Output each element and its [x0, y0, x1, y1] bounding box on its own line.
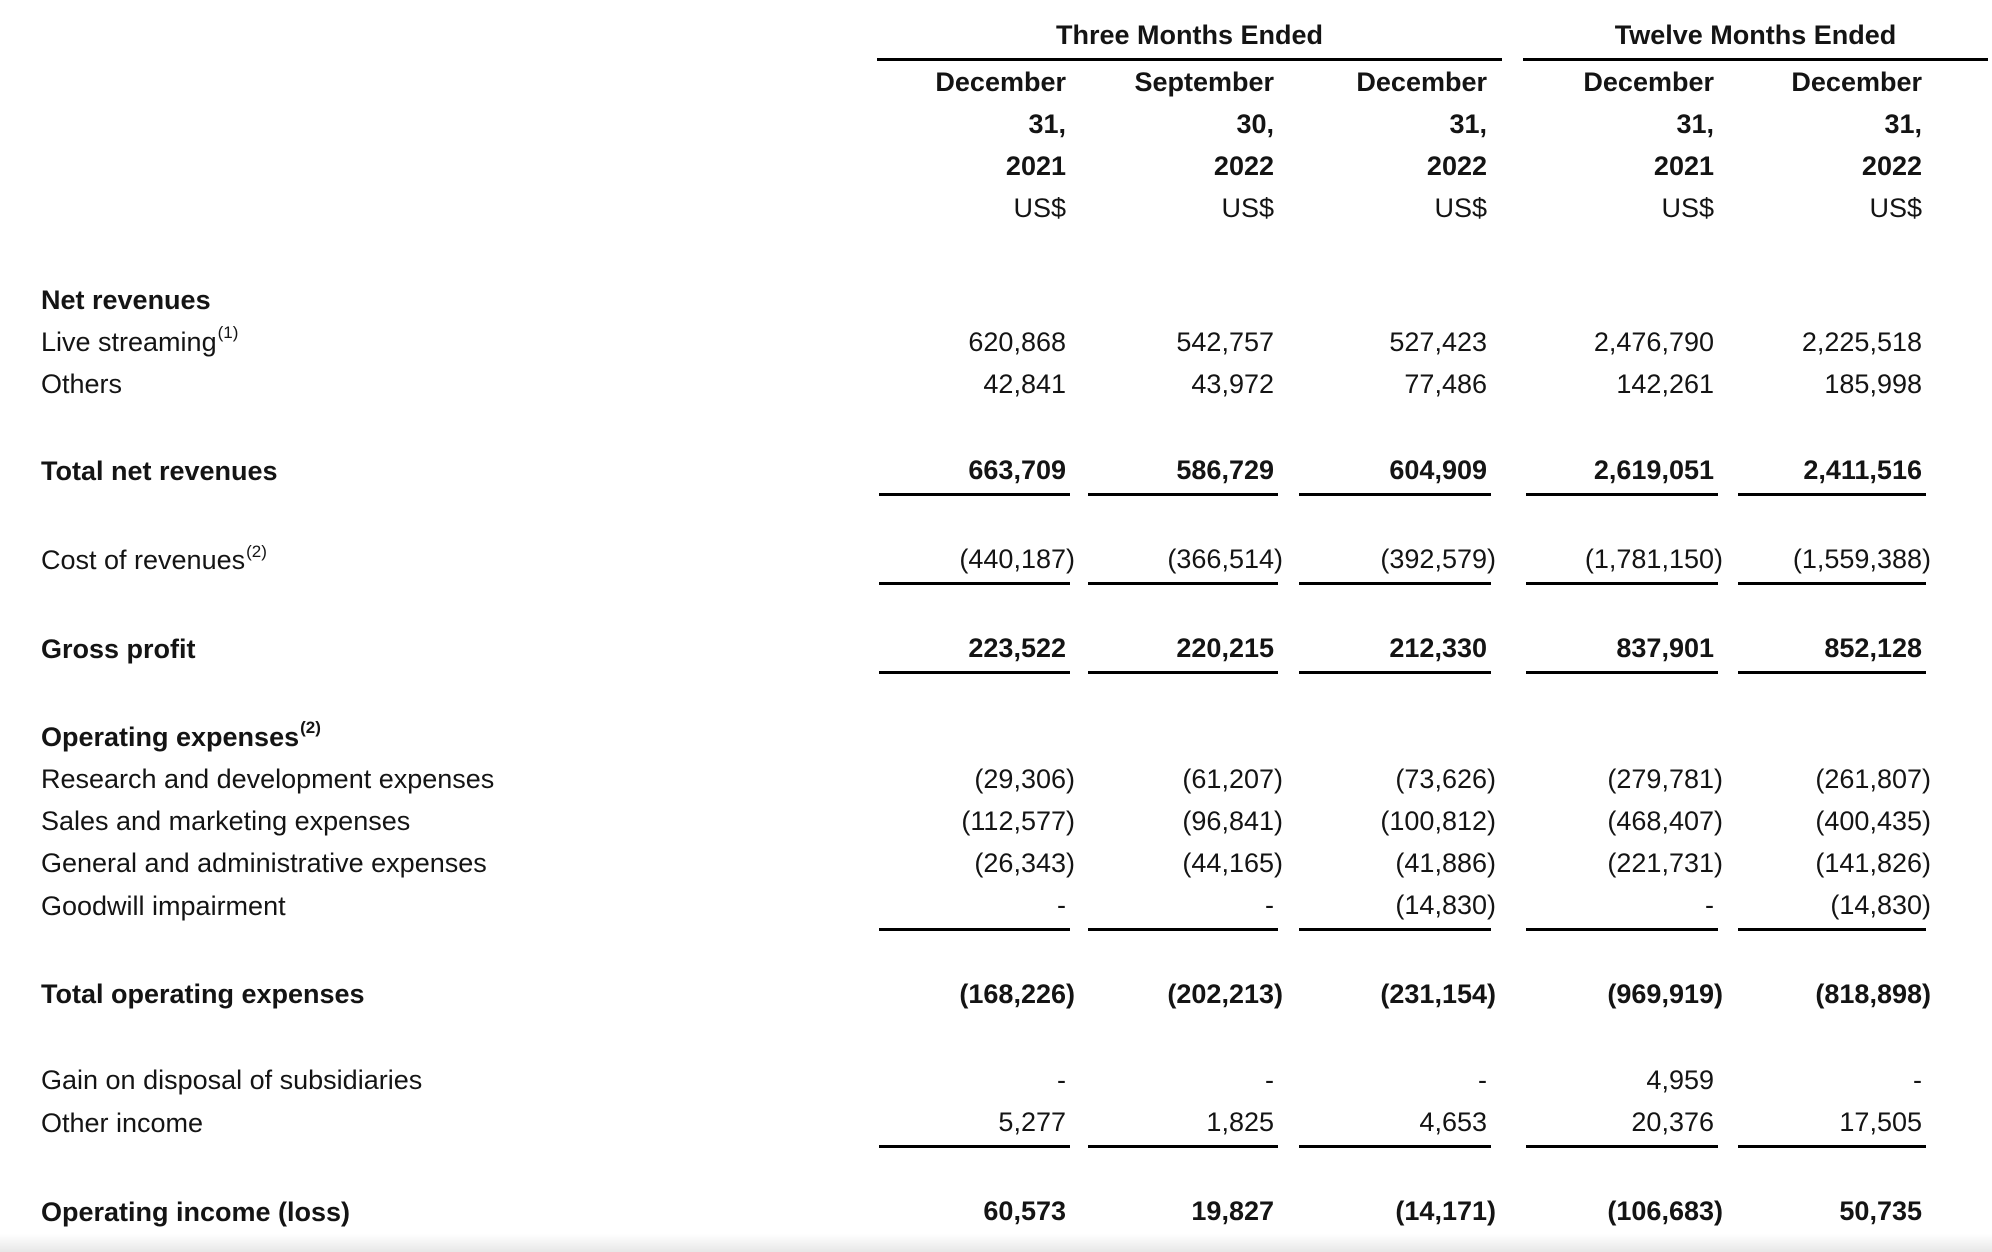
cell-value	[1526, 363, 1718, 405]
cell-value	[879, 537, 1075, 585]
cell-value-text: 5,277	[998, 1106, 1066, 1137]
row-label: Cost of revenues $^{(2)}$	[41, 541, 267, 575]
cell-value-text: 2,411,516	[1803, 454, 1922, 485]
cell-value-text: 4,959	[1646, 1064, 1714, 1095]
cell-value	[1738, 448, 1926, 496]
table-row	[0, 1101, 1992, 1146]
cell-value-text: 586,729	[1176, 454, 1274, 485]
row-label	[0, 979, 879, 1010]
column-header-text: US$	[1221, 192, 1274, 223]
cell-value-text: 604,909	[1389, 454, 1487, 485]
column-header-day	[1526, 103, 1718, 145]
column-header-year	[879, 145, 1070, 187]
cell-value-text: (44,165)	[1182, 847, 1283, 878]
table-row	[0, 279, 1992, 321]
cell-value-text: -	[1705, 889, 1714, 920]
column-header-month	[879, 61, 1070, 103]
column-group-label: Three Months Ended	[1055, 19, 1323, 50]
column-header-month	[1526, 61, 1718, 103]
cell-value-text: (112,577)	[961, 805, 1075, 836]
cell-value-text: (168,226)	[959, 978, 1075, 1009]
cell-value	[879, 1100, 1070, 1148]
cell-value	[1088, 321, 1278, 363]
cell-value-text: (73,626)	[1395, 763, 1496, 794]
column-header-text: 2022	[1426, 150, 1487, 181]
cell-value	[1088, 842, 1283, 884]
cell-value-text: 17,505	[1839, 1106, 1922, 1137]
table-row	[0, 800, 1992, 842]
cell-value	[1738, 537, 1931, 585]
row-spacer	[0, 583, 1992, 627]
cell-value	[1526, 1059, 1718, 1101]
cell-value-text: 212,330	[1389, 632, 1487, 663]
cell-value-text: (100,812)	[1380, 805, 1496, 836]
table-row	[0, 973, 1992, 1015]
cell-value-text: 142,261	[1616, 368, 1714, 399]
cell-value	[1738, 626, 1926, 674]
cell-value	[1526, 448, 1718, 496]
column-header-text: 31,	[1449, 108, 1487, 139]
column-header-day	[1088, 103, 1278, 145]
cell-value	[1088, 1100, 1278, 1148]
cell-value-text: 837,901	[1616, 632, 1714, 663]
row-label	[0, 1065, 879, 1096]
column-header-unit	[879, 187, 1070, 229]
cell-value-text: 2,476,790	[1593, 326, 1714, 357]
table-row	[0, 758, 1992, 800]
table-row	[0, 449, 1992, 494]
row-label-text: Operating income (loss)	[41, 1197, 351, 1227]
table-row	[0, 716, 1992, 758]
cell-value-text: -	[1057, 889, 1066, 920]
cell-value	[1088, 758, 1283, 800]
cell-value	[1738, 1100, 1926, 1148]
cell-value	[1299, 842, 1496, 884]
cell-value	[1088, 363, 1278, 405]
cell-value-text: (14,830)	[1395, 889, 1496, 920]
row-label-text: Live streaming	[41, 326, 217, 357]
cell-value-text: (231,154)	[1380, 978, 1496, 1009]
cell-value	[879, 758, 1075, 800]
cell-value	[1299, 363, 1491, 405]
cell-value-text: 60,573	[983, 1195, 1066, 1226]
cell-value	[1526, 321, 1718, 363]
cell-value	[879, 363, 1070, 405]
row-label-text: Net revenues	[41, 284, 211, 315]
cell-value-text: (29,306)	[974, 763, 1075, 794]
column-header-text: 31,	[1884, 108, 1922, 139]
cell-value	[879, 279, 1070, 321]
cell-value	[1738, 1059, 1926, 1101]
cell-value	[1088, 716, 1278, 758]
row-label	[0, 285, 879, 316]
column-group-twelve-months	[1523, 12, 1988, 61]
cell-value	[1526, 1189, 1723, 1237]
cell-value	[879, 626, 1070, 674]
cell-value	[879, 716, 1070, 758]
column-header-row-year	[0, 145, 1992, 187]
cell-value-text: 77,486	[1404, 368, 1487, 399]
cell-value-text: (221,731)	[1607, 847, 1723, 878]
row-label-text: Total operating expenses	[41, 978, 365, 1009]
cell-value-text: (261,807)	[1815, 763, 1931, 794]
column-header-text: US$	[1013, 192, 1066, 223]
cell-value	[879, 1059, 1070, 1101]
column-header-row-month	[0, 61, 1992, 103]
cell-value-text: 2,619,051	[1593, 454, 1714, 485]
cell-value	[1088, 883, 1278, 931]
cell-value-text: -	[1265, 889, 1274, 920]
cell-value-text: 527,423	[1389, 326, 1487, 357]
column-header-text: September	[1134, 66, 1274, 97]
cell-value	[1299, 279, 1491, 321]
cell-value	[1088, 973, 1283, 1015]
cell-value	[1299, 321, 1491, 363]
cell-value	[1088, 279, 1278, 321]
cell-value-text: (969,919)	[1607, 978, 1723, 1009]
row-label	[0, 634, 879, 665]
cell-value-text: 4,653	[1419, 1106, 1487, 1137]
column-header-year	[1299, 145, 1491, 187]
row-spacer	[0, 1015, 1992, 1059]
column-header-text: 2021	[1653, 150, 1714, 181]
column-header-unit	[1299, 187, 1491, 229]
row-label: Live streaming $^{(1)}$	[41, 323, 239, 357]
cell-value	[1526, 626, 1718, 674]
cell-value	[1299, 883, 1496, 931]
cell-value-text: 43,972	[1191, 368, 1274, 399]
cell-value	[1088, 626, 1278, 674]
row-label	[0, 806, 879, 837]
cell-value-text: 185,998	[1824, 368, 1922, 399]
cell-value-text: (392,579)	[1380, 543, 1496, 574]
column-header-text: December	[1356, 66, 1487, 97]
table-row	[0, 321, 1992, 363]
table-row	[0, 1059, 1992, 1101]
cell-value	[1299, 758, 1496, 800]
cell-value-text: (279,781)	[1607, 763, 1723, 794]
row-spacer	[0, 929, 1992, 973]
cell-value	[879, 448, 1070, 496]
row-label-text: Total net revenues	[41, 456, 278, 486]
cell-value-text: 1,825	[1206, 1106, 1274, 1137]
cell-value	[1738, 279, 1926, 321]
row-label-text: Others	[41, 368, 123, 399]
column-group-three-months	[877, 12, 1502, 61]
cell-value	[1738, 1189, 1926, 1237]
cell-value-text: 542,757	[1176, 326, 1274, 357]
cell-value	[879, 1189, 1070, 1237]
cell-value-text: 2,225,518	[1801, 326, 1922, 357]
column-header-unit	[1526, 187, 1718, 229]
cell-value	[1088, 448, 1278, 496]
row-label	[0, 456, 879, 487]
cell-value	[1088, 800, 1283, 842]
cell-value	[1299, 1059, 1491, 1101]
table-row	[0, 1190, 1992, 1235]
column-header-unit	[1088, 187, 1278, 229]
bottom-scroll-fade	[0, 1234, 1992, 1252]
cell-value-text: (14,830)	[1830, 889, 1931, 920]
row-label-text: Operating expenses	[41, 721, 300, 752]
cell-value	[1738, 758, 1931, 800]
cell-value-text: 663,709	[968, 454, 1066, 485]
cell-value-text: -	[1265, 1064, 1274, 1095]
cell-value	[1738, 800, 1931, 842]
column-header-text: 31,	[1676, 108, 1714, 139]
cell-value	[1526, 973, 1723, 1015]
cell-value-text: (366,514)	[1167, 543, 1283, 574]
cell-value-text: (61,207)	[1182, 763, 1283, 794]
table-row	[0, 842, 1992, 884]
cell-value	[879, 321, 1070, 363]
cell-value-text: (400,435)	[1815, 805, 1931, 836]
column-header-text: 2021	[1005, 150, 1066, 181]
row-label-text: Research and development expenses	[41, 763, 495, 794]
column-header-text: 31,	[1028, 108, 1066, 139]
table-body	[0, 279, 1992, 1235]
table-row	[0, 884, 1992, 929]
cell-value	[1526, 537, 1723, 585]
cell-value	[1526, 800, 1723, 842]
cell-value-text: (96,841)	[1182, 805, 1283, 836]
column-header-unit	[1738, 187, 1926, 229]
cell-value	[1526, 1100, 1718, 1148]
cell-value	[1738, 716, 1926, 758]
column-header-text: US$	[1434, 192, 1487, 223]
cell-value-text: 50,735	[1839, 1195, 1922, 1226]
cell-value	[1738, 842, 1931, 884]
cell-value	[1299, 800, 1496, 842]
table-header	[0, 0, 1992, 279]
column-header-row-unit	[0, 187, 1992, 229]
row-label-text: Gain on disposal of subsidiaries	[41, 1064, 423, 1095]
column-header-year	[1088, 145, 1278, 187]
cell-value-text: (1,559,388)	[1792, 543, 1931, 574]
column-header-year	[1738, 145, 1926, 187]
cell-value	[879, 800, 1075, 842]
row-spacer	[0, 1146, 1992, 1190]
column-header-month	[1299, 61, 1491, 103]
table-row	[0, 627, 1992, 672]
column-header-month	[1738, 61, 1926, 103]
column-header-text: December	[1583, 66, 1714, 97]
row-label	[0, 891, 879, 922]
cell-value	[1299, 537, 1496, 585]
cell-value-text: 852,128	[1824, 632, 1922, 663]
cell-value-text: 19,827	[1191, 1195, 1274, 1226]
row-spacer	[0, 405, 1992, 449]
row-label: Operating expenses $^{(2)}$	[41, 718, 321, 752]
column-group-label: Twelve Months Ended	[1614, 19, 1897, 50]
cell-value	[1088, 1189, 1278, 1237]
cell-value	[1738, 883, 1931, 931]
cell-value	[1299, 973, 1496, 1015]
column-header-text: US$	[1869, 192, 1922, 223]
row-spacer	[0, 494, 1992, 538]
cell-value	[1738, 973, 1931, 1015]
cell-value-text: (26,343)	[974, 847, 1075, 878]
cell-value-text: (141,826)	[1815, 847, 1931, 878]
cell-value-text: (106,683)	[1607, 1195, 1723, 1226]
cell-value	[879, 842, 1075, 884]
column-header-text: 30,	[1236, 108, 1274, 139]
cell-value-text: -	[1478, 1064, 1487, 1095]
row-label	[0, 848, 879, 879]
column-header-day	[1738, 103, 1926, 145]
cell-value	[1738, 363, 1926, 405]
cell-value-text: 42,841	[983, 368, 1066, 399]
table-row	[0, 538, 1992, 583]
row-label-text: Cost of revenues	[41, 545, 246, 575]
cell-value-text: 223,522	[968, 632, 1066, 663]
cell-value	[879, 973, 1075, 1015]
cell-value	[1526, 279, 1718, 321]
column-header-year	[1526, 145, 1718, 187]
column-header-text: December	[1791, 66, 1922, 97]
cell-value-text: (818,898)	[1815, 978, 1931, 1009]
row-spacer	[0, 672, 1992, 716]
row-label	[0, 1108, 879, 1139]
cell-value-text: 620,868	[968, 326, 1066, 357]
column-header-row-day	[0, 103, 1992, 145]
cell-value	[1299, 716, 1491, 758]
column-header-day	[1299, 103, 1491, 145]
cell-value	[1526, 842, 1723, 884]
cell-value-text: (202,213)	[1167, 978, 1283, 1009]
cell-value	[1088, 537, 1283, 585]
cell-value	[1526, 883, 1718, 931]
column-header-month	[1088, 61, 1278, 103]
table-row	[0, 363, 1992, 405]
row-label	[0, 1197, 879, 1228]
row-label-text: General and administrative expenses	[41, 847, 487, 878]
cell-value-text: 220,215	[1176, 632, 1274, 663]
cell-value-text: 20,376	[1631, 1106, 1714, 1137]
cell-value-text: (440,187)	[959, 543, 1075, 574]
cell-value-text: (468,407)	[1607, 805, 1723, 836]
cell-value	[1526, 758, 1723, 800]
cell-value	[1299, 1100, 1491, 1148]
cell-value-text: (1,781,150)	[1584, 543, 1723, 574]
cell-value	[1738, 321, 1926, 363]
cell-value	[1299, 626, 1491, 674]
cell-value	[1526, 716, 1718, 758]
cell-value	[1088, 1059, 1278, 1101]
cell-value-text: (14,171)	[1395, 1195, 1496, 1226]
row-label-text: Other income	[41, 1108, 204, 1138]
column-header-text: US$	[1661, 192, 1714, 223]
cell-value-text: -	[1057, 1064, 1066, 1095]
row-label-text: Sales and marketing expenses	[41, 805, 411, 836]
cell-value	[1299, 1189, 1496, 1237]
row-label-text: Gross profit	[41, 634, 196, 664]
column-header-text: December	[935, 66, 1066, 97]
row-label-text: Goodwill impairment	[41, 891, 286, 921]
column-header-text: 2022	[1861, 150, 1922, 181]
cell-value-text: -	[1913, 1064, 1922, 1095]
column-header-day	[879, 103, 1070, 145]
cell-value-text: (41,886)	[1395, 847, 1496, 878]
row-label	[0, 764, 879, 795]
column-header-text: 2022	[1213, 150, 1274, 181]
cell-value	[879, 883, 1070, 931]
cell-value	[1299, 448, 1491, 496]
row-label	[0, 369, 879, 400]
